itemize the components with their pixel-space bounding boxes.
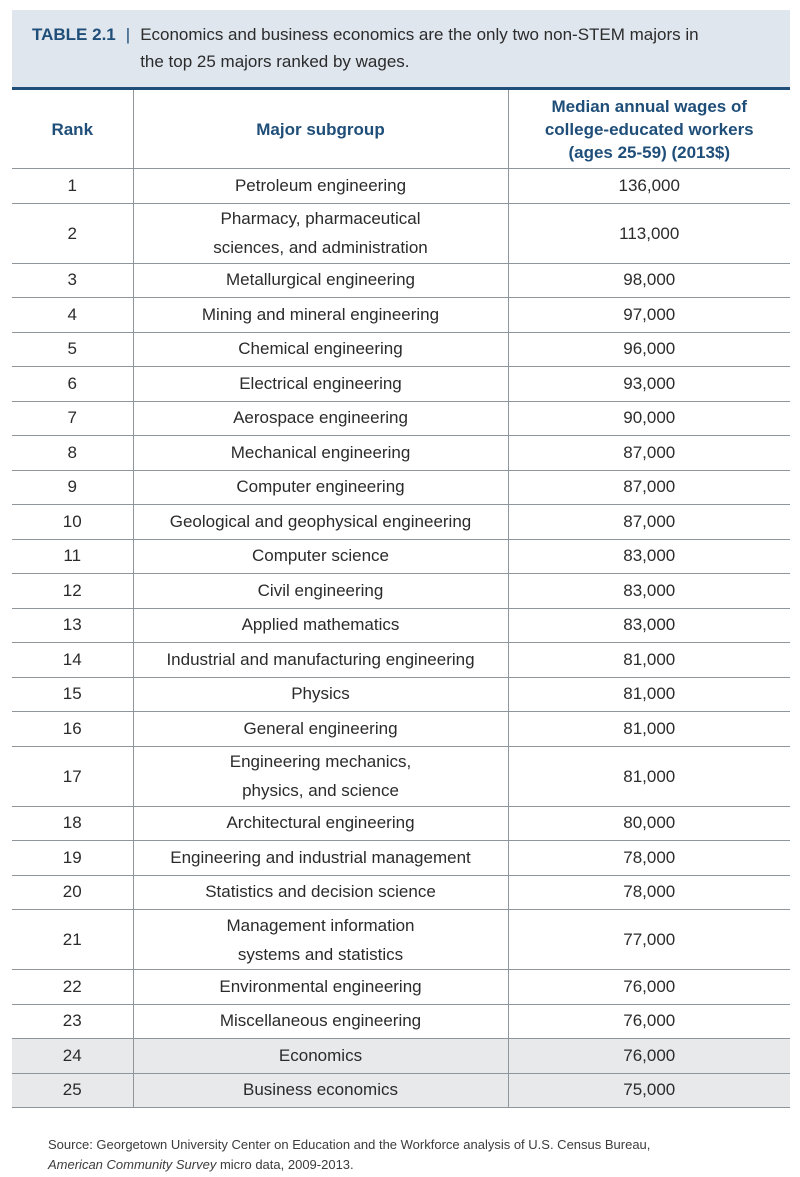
- table-row: [12, 298, 790, 333]
- wage-cell: 93,000: [508, 367, 790, 402]
- rank-cell: 2: [12, 203, 133, 263]
- table-row: [12, 712, 790, 747]
- table-row: [12, 203, 790, 263]
- wage-cell: 76,000: [508, 1039, 790, 1074]
- wage-cell: 78,000: [508, 841, 790, 876]
- table-row: [12, 539, 790, 574]
- wage-cell: 81,000: [508, 677, 790, 712]
- major-line-2: physics, and science: [242, 781, 399, 800]
- table-row: [12, 1004, 790, 1039]
- wage-cell: 75,000: [508, 1073, 790, 1108]
- wage-cell: 83,000: [508, 539, 790, 574]
- major-cell: Miscellaneous engineering: [133, 1004, 508, 1039]
- source-note: [48, 1135, 788, 1175]
- table-row: [12, 643, 790, 678]
- rank-cell: 16: [12, 712, 133, 747]
- rank-cell: 9: [12, 470, 133, 505]
- wage-cell: 81,000: [508, 746, 790, 806]
- wage-cell: 81,000: [508, 643, 790, 678]
- table-row: [12, 806, 790, 841]
- major-cell: Aerospace engineering: [133, 401, 508, 436]
- wage-cell: 80,000: [508, 806, 790, 841]
- header-row: [12, 90, 790, 169]
- rank-cell: 24: [12, 1039, 133, 1074]
- rank-cell: 4: [12, 298, 133, 333]
- major-cell: [133, 910, 508, 970]
- wage-cell: 76,000: [508, 1004, 790, 1039]
- wage-cell: 87,000: [508, 505, 790, 540]
- major-line-2: systems and statistics: [237, 944, 404, 964]
- major-cell: Applied mathematics: [133, 608, 508, 643]
- major-line-1: Pharmacy, pharmaceutical: [220, 209, 421, 228]
- wages-table: [12, 90, 790, 1108]
- wage-cell: 96,000: [508, 332, 790, 367]
- major-cell: Geological and geophysical engineering: [133, 505, 508, 540]
- caption-separator: |: [125, 25, 131, 44]
- rank-cell: 8: [12, 436, 133, 471]
- rank-cell: 17: [12, 746, 133, 806]
- rank-cell: 19: [12, 841, 133, 876]
- table-row: [12, 505, 790, 540]
- rank-cell: 3: [12, 263, 133, 298]
- rank-cell: 5: [12, 332, 133, 367]
- rank-cell: 15: [12, 677, 133, 712]
- major-cell: Computer engineering: [133, 470, 508, 505]
- wage-cell: 98,000: [508, 263, 790, 298]
- major-cell: Civil engineering: [133, 574, 508, 609]
- wage-cell: 76,000: [508, 970, 790, 1005]
- rank-cell: 18: [12, 806, 133, 841]
- rank-cell: 21: [12, 910, 133, 970]
- major-line-1: Management information: [226, 915, 415, 935]
- major-cell: Mining and mineral engineering: [133, 298, 508, 333]
- header-wage-line-2: college-educated workers: [544, 119, 754, 139]
- wage-cell: 77,000: [508, 910, 790, 970]
- wage-cell: 78,000: [508, 875, 790, 910]
- rank-cell: 6: [12, 367, 133, 402]
- wage-cell: 83,000: [508, 608, 790, 643]
- rank-cell: 1: [12, 169, 133, 204]
- major-line-1: Engineering mechanics,: [229, 752, 412, 771]
- header-major: Major subgroup: [133, 90, 508, 169]
- major-cell: Computer science: [133, 539, 508, 574]
- table-row: [12, 746, 790, 806]
- wage-cell: 113,000: [508, 203, 790, 263]
- caption-title: [140, 21, 698, 87]
- rank-cell: 7: [12, 401, 133, 436]
- major-cell: Mechanical engineering: [133, 436, 508, 471]
- source-suffix: micro data, 2009-2013.: [216, 1157, 354, 1172]
- major-cell: Petroleum engineering: [133, 169, 508, 204]
- caption-line-1: Economics and business economics are the only two non-STEM majors in: [140, 25, 699, 44]
- major-cell: Environmental engineering: [133, 970, 508, 1005]
- table-row: [12, 367, 790, 402]
- rank-cell: 20: [12, 875, 133, 910]
- table-row: [12, 401, 790, 436]
- wage-cell: 136,000: [508, 169, 790, 204]
- table-row: [12, 970, 790, 1005]
- rank-cell: 22: [12, 970, 133, 1005]
- table-row: [12, 841, 790, 876]
- table-row: [12, 608, 790, 643]
- rank-cell: 23: [12, 1004, 133, 1039]
- major-cell: General engineering: [133, 712, 508, 747]
- wage-cell: 90,000: [508, 401, 790, 436]
- major-cell: [133, 746, 508, 806]
- table-row-highlighted: [12, 1073, 790, 1108]
- rank-cell: 14: [12, 643, 133, 678]
- major-cell: Electrical engineering: [133, 367, 508, 402]
- table-row: [12, 332, 790, 367]
- table-number: TABLE 2.1: [32, 25, 116, 44]
- wage-cell: 87,000: [508, 470, 790, 505]
- rank-cell: 12: [12, 574, 133, 609]
- major-cell: Metallurgical engineering: [133, 263, 508, 298]
- table-row: [12, 910, 790, 970]
- major-cell: Engineering and industrial management: [133, 841, 508, 876]
- rank-cell: 13: [12, 608, 133, 643]
- header-wage: [508, 90, 790, 169]
- table-row: [12, 677, 790, 712]
- table-row: [12, 263, 790, 298]
- header-wage-line-3: (ages 25-59) (2013$): [568, 142, 731, 162]
- table-row: [12, 470, 790, 505]
- major-cell: Physics: [133, 677, 508, 712]
- source-prefix: Source: Georgetown University Center on Education and the Workforce analysis of U.S. Census Bureau,: [48, 1137, 651, 1152]
- wage-cell: 81,000: [508, 712, 790, 747]
- source-survey-name: American Community Survey: [48, 1157, 217, 1172]
- wage-cell: 87,000: [508, 436, 790, 471]
- major-cell: Economics: [133, 1039, 508, 1074]
- table-row: [12, 574, 790, 609]
- header-wage-line-1: Median annual wages of: [551, 96, 748, 116]
- major-cell: Architectural engineering: [133, 806, 508, 841]
- major-cell: Business economics: [133, 1073, 508, 1108]
- major-cell: Chemical engineering: [133, 332, 508, 367]
- table-row-highlighted: [12, 1039, 790, 1074]
- major-cell: Industrial and manufacturing engineering: [133, 643, 508, 678]
- caption-line-2: the top 25 majors ranked by wages.: [140, 52, 410, 71]
- table-caption: [12, 10, 790, 87]
- rank-cell: 11: [12, 539, 133, 574]
- table-row: [12, 875, 790, 910]
- major-cell: Statistics and decision science: [133, 875, 508, 910]
- table-row: [12, 436, 790, 471]
- major-line-2: sciences, and administration: [213, 238, 428, 257]
- header-rank: Rank: [12, 90, 133, 169]
- table-row: [12, 169, 790, 204]
- wage-cell: 83,000: [508, 574, 790, 609]
- rank-cell: 10: [12, 505, 133, 540]
- rank-cell: 25: [12, 1073, 133, 1108]
- major-cell: [133, 203, 508, 263]
- wage-cell: 97,000: [508, 298, 790, 333]
